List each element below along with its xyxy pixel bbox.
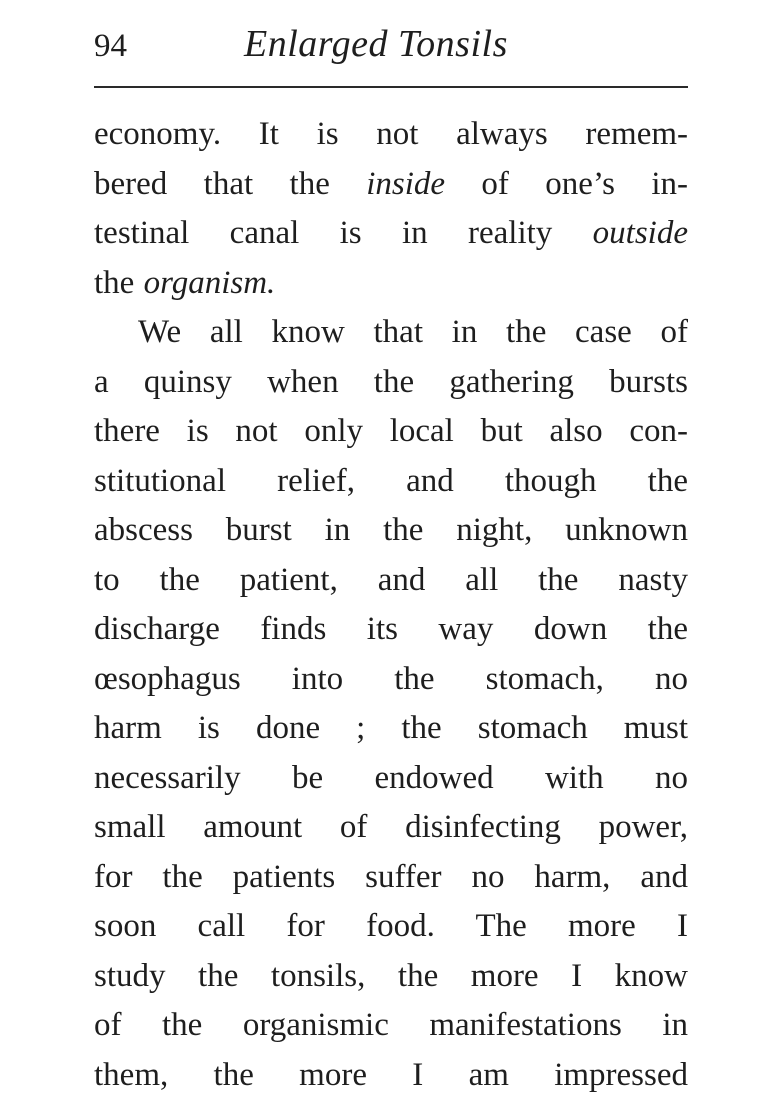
text-line: a quinsy when the gathering bursts xyxy=(94,363,688,400)
text-line: abscess burst in the night, unknown xyxy=(94,512,688,548)
italic-emphasis: outside xyxy=(592,215,688,251)
text-line: them, the more I am impressed xyxy=(94,1056,688,1093)
text-line: We all know that in the case of xyxy=(138,314,688,350)
text-line: bered that the inside of one’s in- xyxy=(94,165,688,202)
page-header xyxy=(94,16,688,72)
text-line: there is not only local but also con- xyxy=(94,413,688,449)
text-line: necessarily be endowed with no xyxy=(94,759,688,796)
text-line: to the patient, and all the nasty xyxy=(94,561,688,598)
text-line: of the organismic manifestations in xyxy=(94,1007,688,1043)
text-line: economy. It is not always remem- xyxy=(94,116,688,152)
italic-emphasis: organism. xyxy=(143,264,276,301)
running-title: Enlarged Tonsils xyxy=(244,23,508,65)
text-line: testinal canal is in reality outside xyxy=(94,215,688,251)
text-line: for the patients suffer no harm, and xyxy=(94,858,688,895)
text-line: the organism. xyxy=(94,264,276,301)
text-line: harm is done ; the stomach must xyxy=(94,710,688,746)
text-line: soon call for food. The more I xyxy=(94,908,688,944)
text-line: œsophagus into the stomach, no xyxy=(94,660,688,697)
text-line: small amount of disinfecting power, xyxy=(94,809,688,845)
body-text xyxy=(94,110,688,1100)
header-rule xyxy=(94,86,688,88)
text-line: study the tonsils, the more I know xyxy=(94,957,688,994)
text-line: discharge finds its way down the xyxy=(94,611,688,647)
italic-emphasis: inside xyxy=(366,165,446,202)
page-number: 94 xyxy=(94,28,127,64)
text-line: stitutional relief, and though the xyxy=(94,462,688,499)
